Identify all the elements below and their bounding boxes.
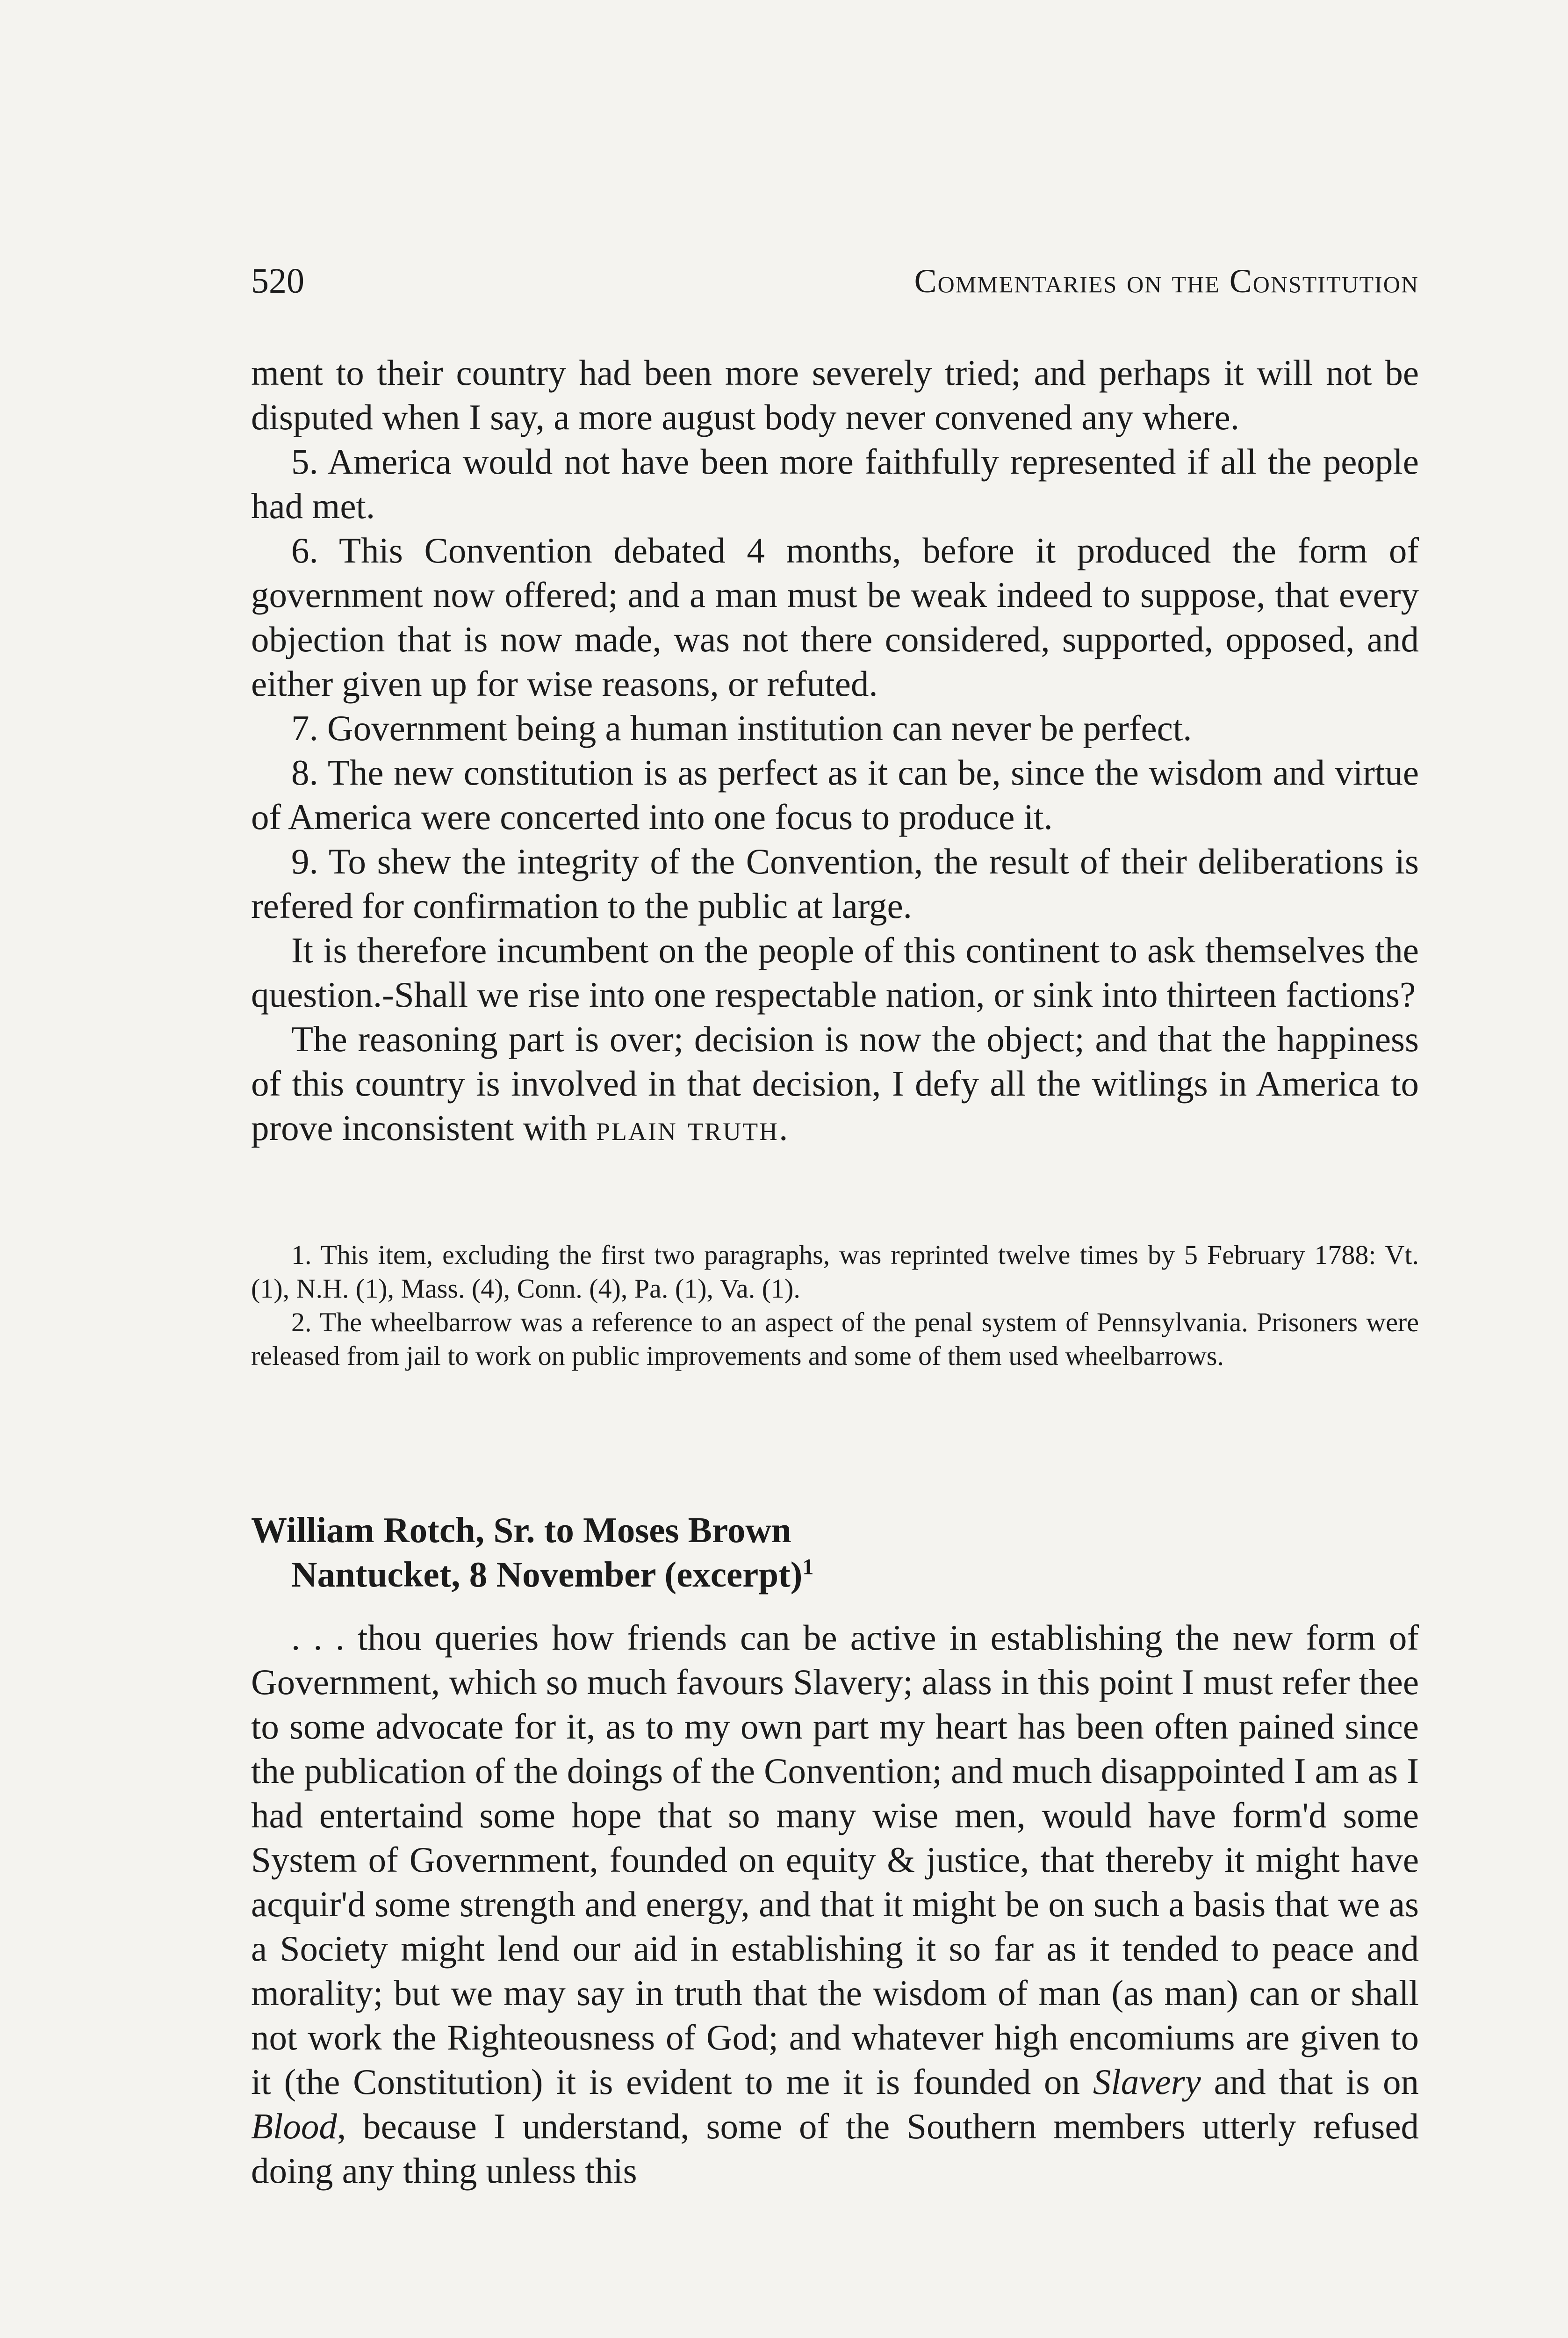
closing-period: . bbox=[779, 1108, 788, 1148]
blood-emphasis: Blood bbox=[251, 2106, 337, 2146]
numbered-item-8: 8. The new constitution is as perfect as it can be, since the wisdom and virtue of America were concerted into one focus to produce it. bbox=[251, 752, 1419, 837]
footnotes bbox=[251, 1238, 1419, 1373]
numbered-item-7: 7. Government being a human institution can never be perfect. bbox=[291, 708, 1192, 748]
letter-body-part2: and that is on bbox=[1214, 2062, 1419, 2102]
commentary-text bbox=[251, 351, 1419, 1150]
numbered-item-9: 9. To shew the integrity of the Convention, the result of their deliberations is refered for confirmation to the public at large. bbox=[251, 841, 1419, 926]
letter-body-part1: . . . thou queries how friends can be active in establishing the new form of Government, which so much favours Slavery; alass in this point I must refer thee to some advocate for it, as to my own part my heart has been often pained since the publication of the doings of the Convention; and much disappointed I am as I had entertaind some hope that so many wise men, would have form'd some System of Government, founded on equity & justice, that thereby it might have acquir'd some strength and energy, and that it might be on such a basis that we as a Society might lend our aid in establishing it so far as it tended to peace and morality; but we may say in truth that the wisdom of man (as man) can or shall not work the Righteousness of God; and whatever high encomiums are given to it (the Constitution) it is evident to me it is founded on bbox=[251, 1617, 1419, 2102]
plain-truth-signature: plain truth bbox=[596, 1108, 779, 1148]
letter-text bbox=[251, 1616, 1419, 2193]
reasoning-text: The reasoning part is over; decision is now the object; and that the happiness of this country is involved in that decision, I defy all the witlings in America to prove inconsistent with bbox=[251, 1019, 1419, 1148]
running-head bbox=[251, 255, 1419, 307]
reasoning-paragraph bbox=[251, 1017, 1419, 1150]
numbered-item-5: 5. America would not have been more faithfully represented if all the people had met. bbox=[251, 441, 1419, 526]
continued-paragraph: ment to their country had been more severely tried; and perhaps it will not be disputed when I say, a more august body never convened any where. bbox=[251, 353, 1419, 437]
letter-place-date: Nantucket, 8 November (excerpt) bbox=[291, 1554, 803, 1595]
letter-heading-line2 bbox=[251, 1552, 1419, 1597]
letter-heading-line1: William Rotch, Sr. to Moses Brown bbox=[251, 1510, 791, 1550]
slavery-emphasis: Slavery bbox=[1093, 2062, 1201, 2102]
running-title: Commentaries on the Constitution bbox=[914, 262, 1419, 300]
letter-heading bbox=[251, 1508, 1419, 1597]
letter-paragraph bbox=[251, 1616, 1419, 2193]
heading-footnote-marker: 1 bbox=[802, 1554, 814, 1580]
numbered-item-6: 6. This Convention debated 4 months, before it produced the form of government now offered; and a man must be weak indeed to suppose, that every objection that is now made, was not there considered, supported, opposed, and either given up for wise reasons, or refuted. bbox=[251, 530, 1419, 704]
footnote-2: 2. The wheelbarrow was a reference to an aspect of the penal system of Pennsylvania. Prisoners were released from jail to work on public improvements and some of them used wheelbarrows. bbox=[251, 1307, 1419, 1371]
page-number: 520 bbox=[251, 261, 304, 301]
incumbent-paragraph: It is therefore incumbent on the people of this continent to ask themselves the question.-Shall we rise into one respectable nation, or sink into thirteen factions? bbox=[251, 930, 1419, 1015]
letter-body-part3: , because I understand, some of the Southern members utterly refused doing any thing unless this bbox=[251, 2106, 1419, 2191]
footnote-1: 1. This item, excluding the first two paragraphs, was reprinted twelve times by 5 February 1788: Vt. (1), N.H. (1), Mass. (4), Conn. (4), Pa. (1), Va. (1). bbox=[251, 1240, 1419, 1304]
